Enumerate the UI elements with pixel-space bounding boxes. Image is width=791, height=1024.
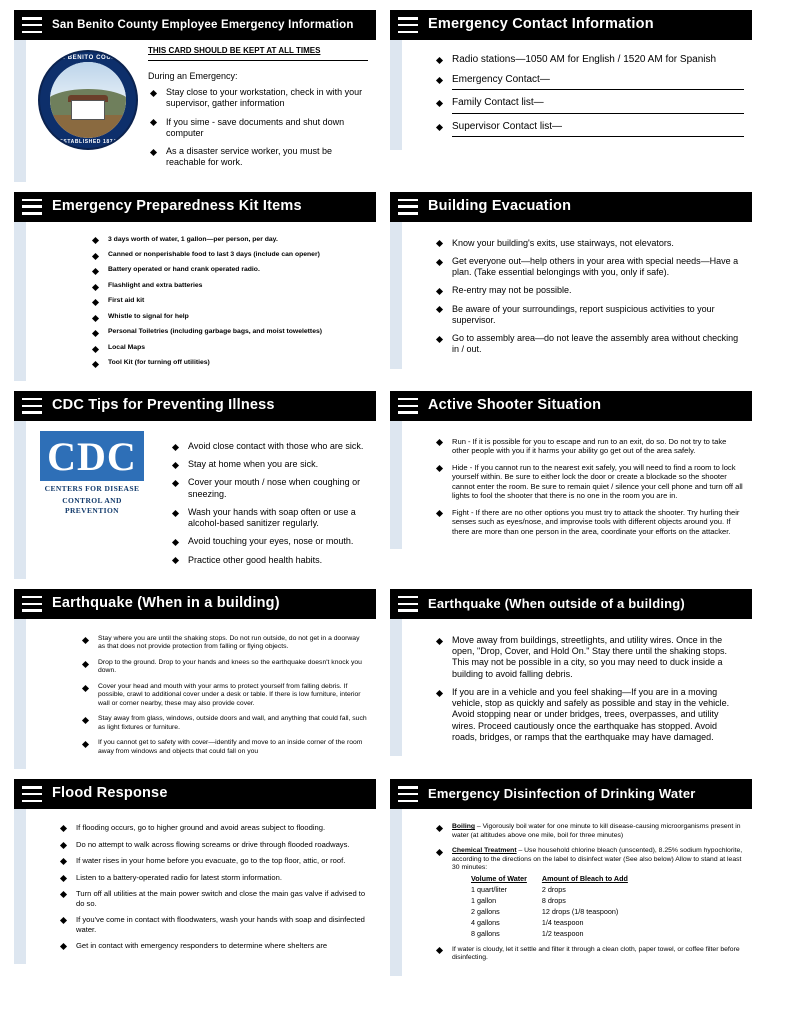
list-item: Flashlight and extra batteries (90, 282, 368, 290)
card-content (32, 815, 372, 957)
list-item: Listen to a battery-operated radio for latest storm information. (58, 873, 368, 882)
list-item (434, 946, 744, 963)
table-row (470, 928, 642, 939)
hamburger-menu-icon[interactable] (22, 199, 42, 215)
bullet-list (434, 823, 744, 962)
card-content (152, 427, 372, 573)
list-item (434, 97, 744, 114)
hamburger-menu-icon[interactable] (22, 596, 42, 612)
card-title: Emergency Contact Information (428, 16, 654, 33)
seal-area (32, 46, 144, 176)
list-item: Whistle to signal for help (90, 313, 368, 321)
card-row-1 (14, 10, 777, 182)
card-body (390, 809, 752, 975)
seal-inner (50, 62, 126, 138)
card-row-3 (14, 391, 777, 579)
write-in-line (452, 136, 744, 137)
card-header[interactable] (390, 10, 752, 40)
list-item-text: Emergency Contact— (452, 73, 550, 85)
card-body (390, 421, 752, 549)
cdc-logo-icon (40, 431, 144, 515)
card-title: Earthquake (When outside of a building) (428, 595, 685, 611)
card-title: Earthquake (When in a building) (52, 594, 280, 611)
card-title: Emergency Disinfection of Drinking Water (428, 786, 696, 802)
card-content (408, 228, 748, 363)
list-item: If you've come in contact with floodwaters, wash your hands with soap and disinfected water. (58, 915, 368, 934)
list-item-text: Family Contact list— (452, 97, 544, 108)
card-header[interactable] (14, 391, 376, 421)
card-body (390, 619, 752, 756)
list-item: Drop to the ground. Drop to your hands and knees so the earthquake doesn't knock you down. (80, 659, 368, 676)
card-body (14, 619, 376, 769)
card-body (14, 40, 376, 182)
cell-volume: 8 gallons (471, 928, 500, 938)
list-item: Battery operated or hand crank operated radio. (90, 266, 368, 274)
card-title: Emergency Preparedness Kit Items (52, 197, 302, 214)
list-item: If water rises in your home before you evacuate, go to the top floor, attic, or roof. (58, 856, 368, 865)
card-header[interactable] (14, 192, 376, 222)
card-active-shooter-situation (390, 391, 752, 579)
list-item: Be aware of your surroundings, report suspicious activities to your supervisor. (434, 304, 744, 327)
cell-amount: 1/4 teaspoon (541, 917, 584, 927)
list-item: If you cannot get to safety with cover—identify and move to an inside corner of the room away from windows and objects that could fall on you (80, 739, 368, 756)
card-header[interactable] (390, 391, 752, 421)
item-lead: Boiling (452, 823, 476, 831)
list-item: Avoid touching your eyes, nose or mouth. (170, 536, 368, 547)
list-item (434, 54, 744, 67)
hamburger-menu-icon[interactable] (22, 786, 42, 802)
card-cdc-tips-for-preventing-illness (14, 391, 376, 579)
card-body (390, 222, 752, 369)
table-header-row (470, 873, 642, 884)
list-item-text: Supervisor Contact list— (452, 120, 563, 132)
list-item: Re-entry may not be possible. (434, 285, 744, 296)
card-content (408, 427, 748, 543)
list-item: Avoid close contact with those who are sick. (170, 441, 368, 452)
list-item: Stay at home when you are sick. (170, 459, 368, 470)
hamburger-menu-icon[interactable] (22, 398, 42, 414)
list-item: If you are in a vehicle and you feel shaking—If you are in a moving vehicle, stop as quickly and safely as possible and stay in the vehicle. Avoid stopping near or under bridges, trees, overpasses, and utility wires. Proceed cautiously once the earthquake has stopped. Avoid roads, bridges, or ramps that the earthquake may have damaged. (434, 687, 744, 743)
card-content (408, 815, 748, 969)
list-item: If flooding occurs, go to higher ground and avoid areas subject to flooding. (58, 823, 368, 832)
hamburger-menu-icon[interactable] (398, 398, 418, 414)
card-emergency-disinfection-of-drinking-water (390, 779, 752, 975)
cdc-logo-box (40, 431, 144, 481)
card-body (14, 421, 376, 579)
cell-volume: 2 gallons (471, 906, 500, 916)
card-content (32, 625, 372, 763)
list-item: Do no attempt to walk across flowing screams or drive through flooded roadways. (58, 840, 368, 849)
cell-amount: 8 drops (541, 895, 566, 905)
list-item: Hide - If you cannot run to the nearest exit safely, you will need to find a room to lock yourself within. Be sure to either lock the door or create a blockade so the shooter cannot enter the room. Be sure to remain quiet / silence your cell phone and turn off all lights to fool the shooter that there is no one in the room you are in. (434, 463, 744, 501)
county-seal-icon (38, 50, 138, 150)
card-title: Active Shooter Situation (428, 396, 602, 413)
bullet-list (90, 236, 368, 368)
list-item: Get in contact with emergency responders to determine where shelters are (58, 941, 368, 950)
column-header: Volume of Water (471, 873, 527, 883)
cdc-logo-line1: CENTERS FOR DISEASE (44, 483, 140, 493)
bullet-list (434, 238, 744, 356)
card-header[interactable] (390, 192, 752, 222)
list-item (434, 121, 744, 138)
card-header[interactable] (390, 779, 752, 809)
card-emergency-preparedness-kit-items (14, 192, 376, 381)
card-title: San Benito County Employee Emergency Information (52, 18, 354, 31)
card-body (14, 222, 376, 381)
write-in-line (452, 89, 744, 90)
card-title: Flood Response (52, 785, 168, 802)
list-item: Stay close to your workstation, check in with your supervisor, gather information (148, 87, 368, 110)
list-item: Practice other good health habits. (170, 555, 368, 566)
card-content (32, 228, 372, 375)
card-emergency-contact-information (390, 10, 752, 182)
item-text: If water is cloudy, let it settle and filter it through a clean cloth, paper towel, or coffee filter before disinfecting. (452, 945, 740, 962)
card-title: CDC Tips for Preventing Illness (52, 396, 275, 413)
list-item-text: Radio stations—1050 AM for English / 1520 AM for Spanish (452, 54, 717, 65)
list-item: Run - If it is possible for you to escape and run to an exit, do so. Do not try to take other people with you if it harms your ability go get out of the area safely. (434, 437, 744, 456)
cdc-logo-letters: CDC (47, 433, 137, 479)
seal-text-bottom: ESTABLISHED 1874 (59, 139, 117, 145)
bullet-list (434, 437, 744, 536)
card-row-2 (14, 192, 777, 381)
card-flood-response (14, 779, 376, 975)
list-item: Cover your head and mouth with your arms to protect yourself from falling debris. If possible, crawl to additional cover under a desk or table. If there is low furniture, interior wall or corner nearby, these may also provide cover. (80, 683, 368, 708)
item-text: – Vigorously boil water for one minute to kill disease-causing microorganisms present in water (at altitudes above one mile, boil for three minutes) (452, 823, 741, 839)
card-header[interactable] (390, 589, 752, 619)
card-content (408, 46, 748, 144)
list-item: If you sime - save documents and shut down computer (148, 117, 368, 140)
list-item: Get everyone out—help others in your area with special needs—Have a plan. (Take essential belongings with you, only if safe). (434, 256, 744, 279)
table-row (470, 917, 642, 928)
list-item: Turn off all utilities at the main power switch and close the main gas valve if advised to do so. (58, 889, 368, 908)
bullet-list (80, 635, 368, 756)
seal-barn (71, 100, 104, 120)
hamburger-menu-icon[interactable] (398, 17, 418, 33)
item-lead: Chemical Treatment (452, 847, 517, 855)
write-in-line (452, 113, 744, 114)
list-item: Personal Toiletries (including garbage bags, and moist towelettes) (90, 328, 368, 336)
bullet-list (170, 441, 368, 566)
cell-amount: 2 drops (541, 884, 566, 894)
cell-amount: 12 drops (1/8 teaspoon) (541, 906, 619, 916)
divider (148, 59, 368, 61)
card-content (408, 625, 748, 750)
list-item: Go to assembly area—do not leave the assembly area without checking in / out. (434, 333, 744, 356)
hamburger-menu-icon[interactable] (398, 199, 418, 215)
list-item: Move away from buildings, streetlights, and utility wires. Once in the open, "Drop, Cover, and Hold On." Stay there until the shaking stops. This may not be possible in a city, so you may need to duck inside a building to avoid falling debris. (434, 635, 744, 680)
keep-card-note: THIS CARD SHOULD BE KEPT AT ALL TIMES (148, 46, 321, 55)
item-text: – Use household chlorine bleach (unscented), 8.25% sodium hypochlorite, according to the directions on the label to disinfect water (See also below) Allow to stand at least 30 minutes: (452, 847, 743, 872)
cell-volume: 4 gallons (471, 917, 500, 927)
cell-amount: 1/2 teaspoon (541, 928, 584, 938)
list-item (434, 847, 744, 938)
cell-volume: 1 quart/liter (471, 884, 507, 894)
card-employee-emergency-information (14, 10, 376, 182)
card-building-evacuation (390, 192, 752, 381)
cdc-logo-line2: CONTROL AND PREVENTION (62, 496, 122, 515)
card-body (390, 40, 752, 150)
card-header[interactable] (14, 779, 376, 809)
card-row-5 (14, 779, 777, 975)
card-row-4 (14, 589, 777, 769)
list-item: Local Maps (90, 344, 368, 352)
hamburger-menu-icon[interactable] (22, 17, 42, 33)
card-header[interactable] (14, 589, 376, 619)
list-item: Cover your mouth / nose when coughing or sneezing. (170, 477, 368, 500)
bleach-dosage-table (470, 873, 642, 939)
card-earthquake-in-building (14, 589, 376, 769)
bullet-list (434, 54, 744, 137)
list-item: As a disaster service worker, you must be reachable for work. (148, 146, 368, 169)
list-item: Wash your hands with soap often or use a alcohol-based sanitizer regularly. (170, 507, 368, 530)
table-row (470, 884, 642, 895)
during-emergency-subhead: During an Emergency: (148, 71, 238, 81)
list-item: Tool Kit (for turning off utilities) (90, 359, 368, 367)
list-item: Fight - If there are no other options you must try to attack the shooter. Try hurling their senses such as eyes/nose, and improvise tools with different objects around you. If there are more than one person in the area, coordinate your efforts on the attacker. (434, 508, 744, 536)
list-item (434, 74, 744, 91)
cell-volume: 1 gallon (471, 895, 497, 905)
logo-area (32, 427, 152, 573)
hamburger-menu-icon[interactable] (398, 596, 418, 612)
card-content (144, 46, 372, 176)
bullet-list (58, 823, 368, 950)
seal-text-top: SAN BENITO COUNTY (50, 55, 126, 61)
list-item: First aid kit (90, 297, 368, 305)
table-row (470, 895, 642, 906)
bullet-list (148, 87, 368, 169)
card-body (14, 809, 376, 963)
list-item: Know your building's exits, use stairways, not elevators. (434, 238, 744, 249)
list-item (434, 823, 744, 840)
table-row (470, 906, 642, 917)
card-earthquake-outside-building (390, 589, 752, 769)
list-item: Stay where you are until the shaking stops. Do not run outside, do not get in a doorway as that does not provide protection from falling or flying objects. (80, 635, 368, 652)
list-item: Canned or nonperishable food to last 3 days (include can opener) (90, 251, 368, 259)
hamburger-menu-icon[interactable] (398, 786, 418, 802)
list-item: Stay away from glass, windows, outside doors and wall, and anything that could fall, such as light fixtures or furniture. (80, 715, 368, 732)
column-header: Amount of Bleach to Add (541, 873, 628, 883)
card-title: Building Evacuation (428, 197, 572, 214)
list-item: 3 days worth of water, 1 gallon—per person, per day. (90, 236, 368, 244)
card-header[interactable] (14, 10, 376, 40)
bullet-list (434, 635, 744, 743)
